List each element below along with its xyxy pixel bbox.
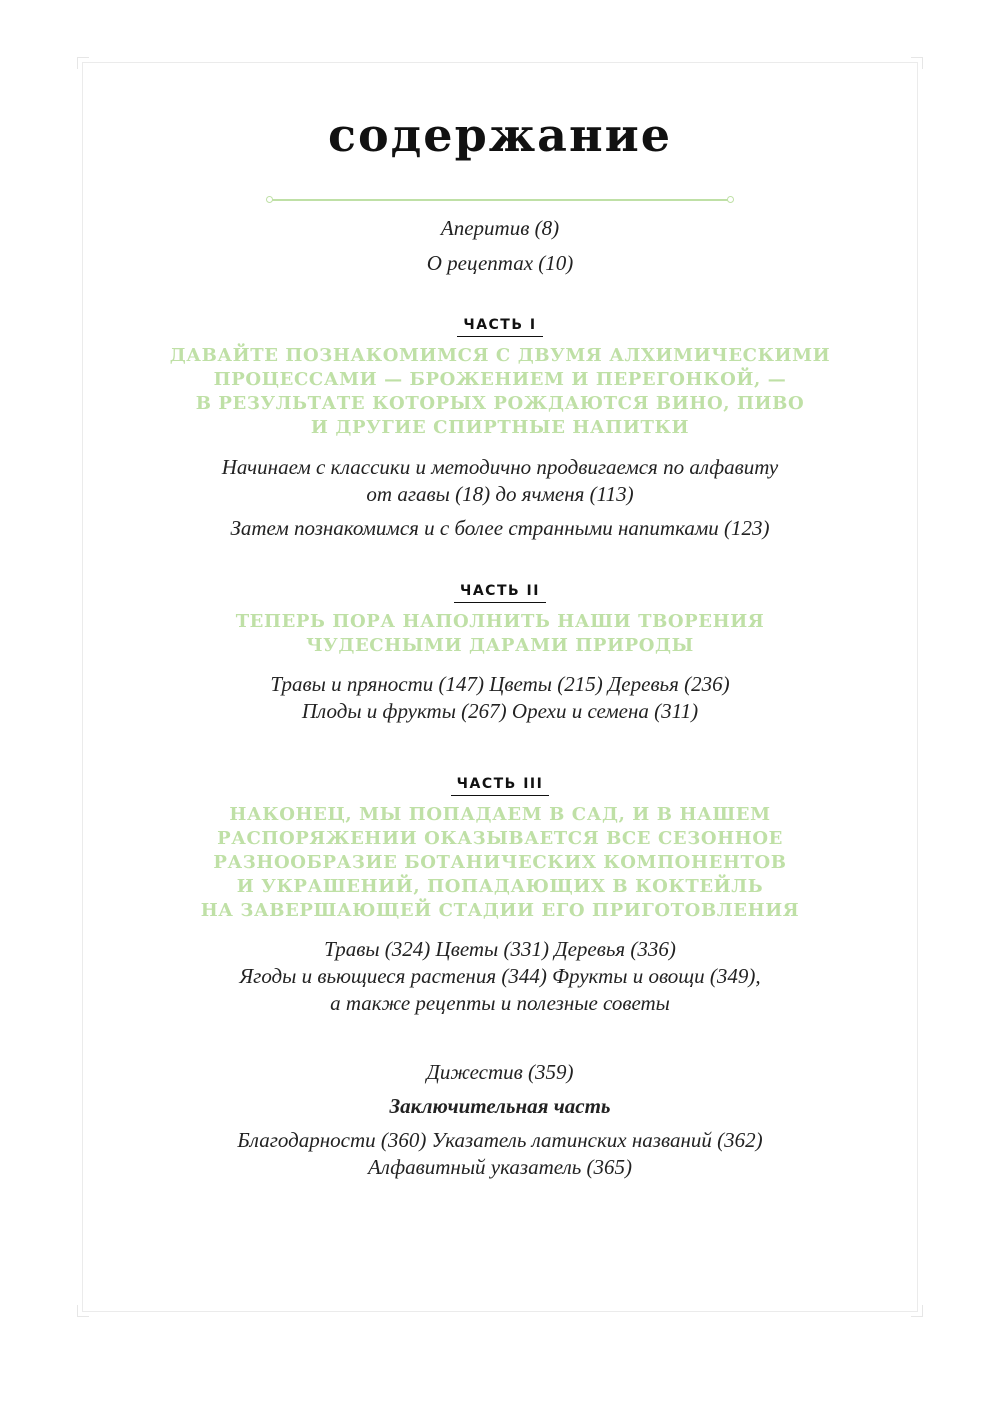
final-part-heading: Заключительная часть	[389, 1094, 611, 1118]
part-heading-line: ТЕПЕРЬ ПОРА НАПОЛНИТЬ НАШИ ТВОРЕНИЯ	[235, 611, 765, 632]
part-heading-line: ПРОЦЕССАМИ — БРОЖЕНИЕМ И ПЕРЕГОНКОЙ, —	[213, 369, 787, 390]
part-label	[0, 773, 1000, 796]
part-heading-line: И ДРУГИЕ СПИРТНЫЕ НАПИТКИ	[310, 417, 690, 438]
toc-entry[interactable]: Плоды и фрукты (267) Орехи и семена (311)	[301, 699, 699, 723]
part-label-text: ЧАСТЬ III	[451, 776, 550, 796]
divider-end-dot	[266, 196, 273, 203]
part-heading-line: В РЕЗУЛЬТАТЕ КОТОРЫХ РОЖДАЮТСЯ ВИНО, ПИВО	[195, 393, 805, 414]
part-heading-line: РАЗНООБРАЗИЕ БОТАНИЧЕСКИХ КОМПОНЕНТОВ	[213, 852, 787, 873]
part-heading-line: ДАВАЙТЕ ПОЗНАКОМИМСЯ С ДВУМЯ АЛХИМИЧЕСКИМИ	[169, 345, 831, 366]
title-divider	[270, 199, 730, 201]
toc-entry[interactable]: Благодарности (360) Указатель латинских названий (362)	[237, 1128, 763, 1152]
toc-entry[interactable]: Травы и пряности (147) Цветы (215) Деревья (236)	[270, 672, 730, 696]
part-heading-line: НА ЗАВЕРШАЮЩЕЙ СТАДИИ ЕГО ПРИГОТОВЛЕНИЯ	[200, 900, 800, 921]
part-heading-line: РАСПОРЯЖЕНИИ ОКАЗЫВАЕТСЯ ВСЕ СЕЗОННОЕ	[217, 828, 783, 849]
toc-entry[interactable]: Начинаем с классики и методично продвигаемся по алфавиту	[221, 455, 779, 479]
frame-corner	[911, 1305, 923, 1317]
divider-end-dot	[727, 196, 734, 203]
part-heading-line: И УКРАШЕНИЙ, ПОПАДАЮЩИХ В КОКТЕЙЛЬ	[236, 876, 764, 897]
toc-entry[interactable]: от агавы (18) до ячменя (113)	[366, 482, 634, 506]
part-label	[0, 314, 1000, 337]
frame-corner	[77, 57, 89, 69]
part-label-text: ЧАСТЬ I	[457, 317, 542, 337]
part-label	[0, 580, 1000, 603]
toc-entry[interactable]: Затем познакомимся и с более странными напитками (123)	[230, 516, 770, 540]
part-heading-line: ЧУДЕСНЫМИ ДАРАМИ ПРИРОДЫ	[306, 635, 694, 656]
frame-corner	[77, 1305, 89, 1317]
toc-entry[interactable]: Алфавитный указатель (365)	[367, 1155, 633, 1179]
toc-entry-about-recipes[interactable]: О рецептах (10)	[426, 251, 574, 275]
toc-entry[interactable]: а также рецепты и полезные советы	[330, 991, 670, 1015]
part-label-text: ЧАСТЬ II	[454, 583, 546, 603]
toc-entry[interactable]: Травы (324) Цветы (331) Деревья (336)	[324, 937, 676, 961]
toc-entry-digestif[interactable]: Дижестив (359)	[426, 1060, 574, 1084]
page-title: содержание	[327, 108, 673, 162]
frame-corner	[911, 57, 923, 69]
toc-entry-aperitif[interactable]: Аперитив (8)	[440, 216, 560, 240]
part-heading-line: НАКОНЕЦ, МЫ ПОПАДАЕМ В САД, И В НАШЕМ	[229, 804, 771, 825]
toc-entry[interactable]: Ягоды и вьющиеся растения (344) Фрукты и овощи (349),	[239, 964, 761, 988]
